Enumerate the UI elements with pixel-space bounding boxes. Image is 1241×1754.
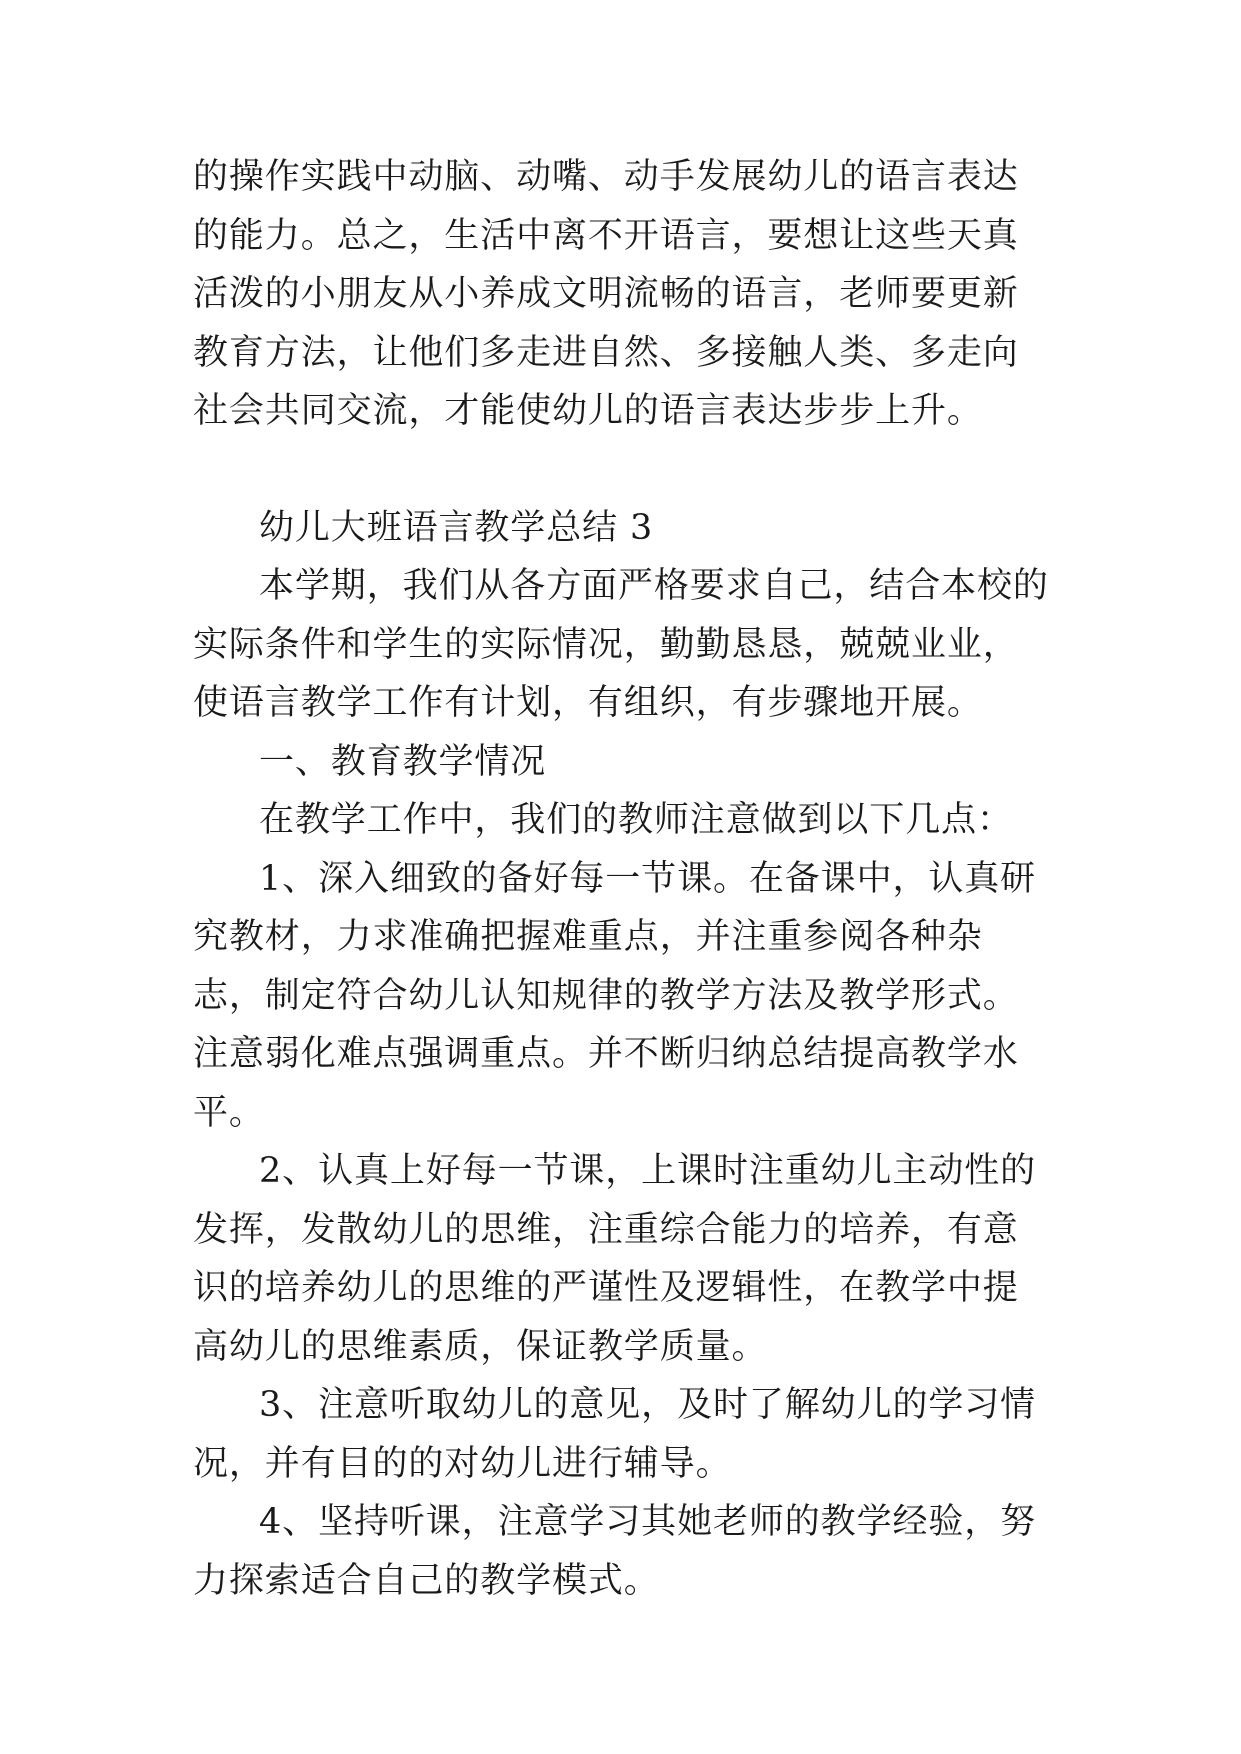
document-body (193, 148, 1053, 1610)
section-heading: 一、教育教学情况 (259, 741, 547, 782)
paragraph-lead: 在教学工作中，我们的教师注意做到以下几点： (259, 800, 1013, 840)
list-item-1: 1、深入细致的备好每一节课。在备课中，认真研究教材，力求准确把握难重点，并注重参阅各种杂志，制定符合幼儿认知规律的教学方法及教学形式。注意弱化难点强调重点。并不断归纳总结提高教学水平。 (193, 858, 1037, 1133)
list-item-4: 4、坚持听课，注意学习其她老师的教学经验，努力探索适合自己的教学模式。 (193, 1502, 1037, 1601)
list-item-2: 2、认真上好每一节课，上课时注重幼儿主动性的发挥，发散幼儿的思维，注重综合能力的培养，有意识的培养幼儿的思维的严谨性及逻辑性，在教学中提高幼儿的思维素质，保证教学质量。 (193, 1151, 1037, 1367)
list-item-3: 3、注意听取幼儿的意见，及时了解幼儿的学习情况，并有目的的对幼儿进行辅导。 (193, 1385, 1037, 1484)
paragraph-continuation: 的操作实践中动脑、动嘴、动手发展幼儿的语言表达的能力。总之，生活中离不开语言，要想让这些天真活泼的小朋友从小养成文明流畅的语言，老师要更新教育方法，让他们多走进自然、多接触人类、多走向社会共同交流，才能使幼儿的语言表达步步上升。 (193, 157, 1019, 431)
paragraph-intro: 本学期，我们从各方面严格要求自己，结合本校的实际条件和学生的实际情况，勤勤恳恳，兢兢业业，使语言教学工作有计划，有组织，有步骤地开展。 (193, 566, 1049, 723)
section-title: 幼儿大班语言教学总结 3 (259, 507, 654, 548)
